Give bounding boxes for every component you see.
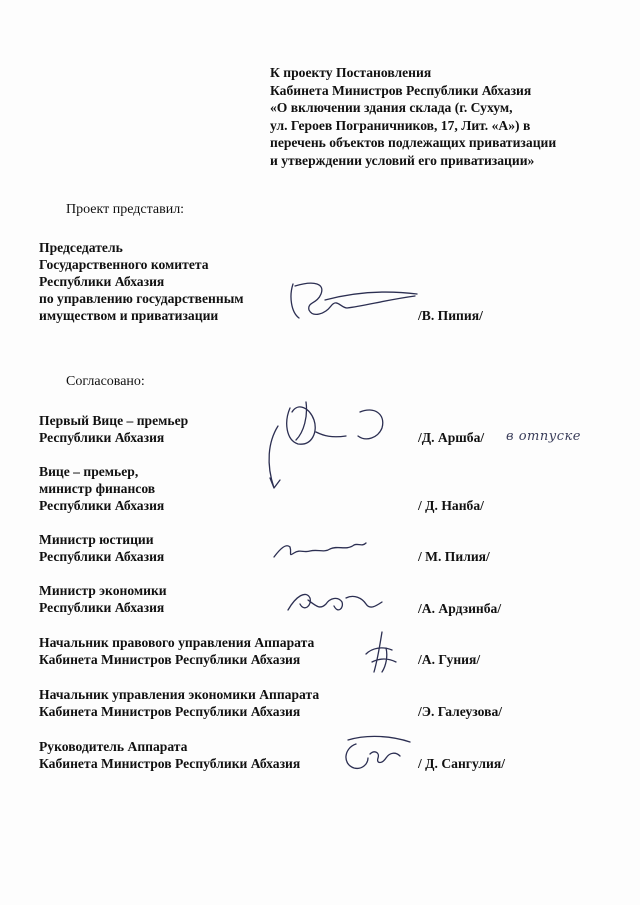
signatory-title xyxy=(39,412,188,446)
signatory-title xyxy=(39,463,164,514)
signature-sanguliya xyxy=(338,730,418,780)
signatory-name: / М. Пилия/ xyxy=(418,549,490,564)
signatory-name: /А. Гуния/ xyxy=(418,652,481,667)
signatory-name: /Э. Галеузова/ xyxy=(418,704,503,719)
header-line: К проекту Постановления xyxy=(270,65,432,80)
signatory-title-line: Министр экономики xyxy=(39,583,167,598)
presenter-title-line: Председатель xyxy=(39,240,123,255)
document-header xyxy=(270,64,635,170)
signature-pipiya xyxy=(285,278,425,328)
signatory-title xyxy=(39,738,300,772)
signatory-name: / Д. Нанба/ xyxy=(418,498,484,513)
signatory-title-line: Кабинета Министров Республики Абхазия xyxy=(39,756,301,771)
signatory-title xyxy=(39,686,319,720)
signatory-name: / Д. Сангулия/ xyxy=(418,756,505,771)
handwritten-note: в отпуске xyxy=(506,429,582,444)
signatory-title-line: министр финансов xyxy=(39,481,156,496)
agreed-heading: Согласовано: xyxy=(66,374,145,389)
signatory-name: /Д. Аршба/ xyxy=(418,430,485,445)
signatory-title-line: Кабинета Министров Республики Абхазия xyxy=(39,704,301,719)
presenter-title-line: Республики Абхазия xyxy=(39,274,165,289)
header-line: перечень объектов подлежащих приватизации xyxy=(270,135,557,151)
signatory-title xyxy=(39,582,167,616)
presenter-title-line: имуществом и приватизации xyxy=(39,308,219,323)
signatory-title-line: Руководитель Аппарата xyxy=(39,739,188,754)
signature-guniya xyxy=(352,628,412,678)
signatory-title-line: Кабинета Министров Республики Абхазия xyxy=(39,652,301,667)
header-line: Кабинета Министров Республики Абхазия xyxy=(270,82,532,98)
presented-heading: Проект представил: xyxy=(66,202,185,217)
signatory-title-line: Министр юстиции xyxy=(39,532,154,547)
presenter-title xyxy=(39,239,244,324)
signature-ardzinba xyxy=(282,586,392,620)
presenter-name: /В. Пипия/ xyxy=(418,308,483,323)
signatory-title xyxy=(39,634,314,668)
presenter-title-line: Государственного комитета xyxy=(39,257,209,272)
header-line: ул. Героев Пограничников, 17, Лит. «А») в xyxy=(270,117,531,133)
signatory-title-line: Первый Вице – премьер xyxy=(39,413,189,428)
signature-piliya xyxy=(270,535,370,565)
signature-arshba xyxy=(262,392,402,502)
signatory-title xyxy=(39,531,164,565)
signatory-title-line: Республики Абхазия xyxy=(39,498,165,513)
header-line: и утверждении условий его приватизации» xyxy=(270,152,535,168)
signatory-title-line: Начальник управления экономики Аппарата xyxy=(39,687,320,702)
signatory-name: /А. Ардзинба/ xyxy=(418,601,502,616)
signatory-title-line: Республики Абхазия xyxy=(39,600,165,615)
header-line: «О включении здания склада (г. Сухум, xyxy=(270,100,513,116)
signatory-title-line: Вице – премьер, xyxy=(39,464,139,479)
signatory-title-line: Республики Абхазия xyxy=(39,430,165,445)
signatory-title-line: Республики Абхазия xyxy=(39,549,165,564)
signatory-title-line: Начальник правового управления Аппарата xyxy=(39,635,315,650)
presenter-title-line: по управлению государственным xyxy=(39,291,244,306)
